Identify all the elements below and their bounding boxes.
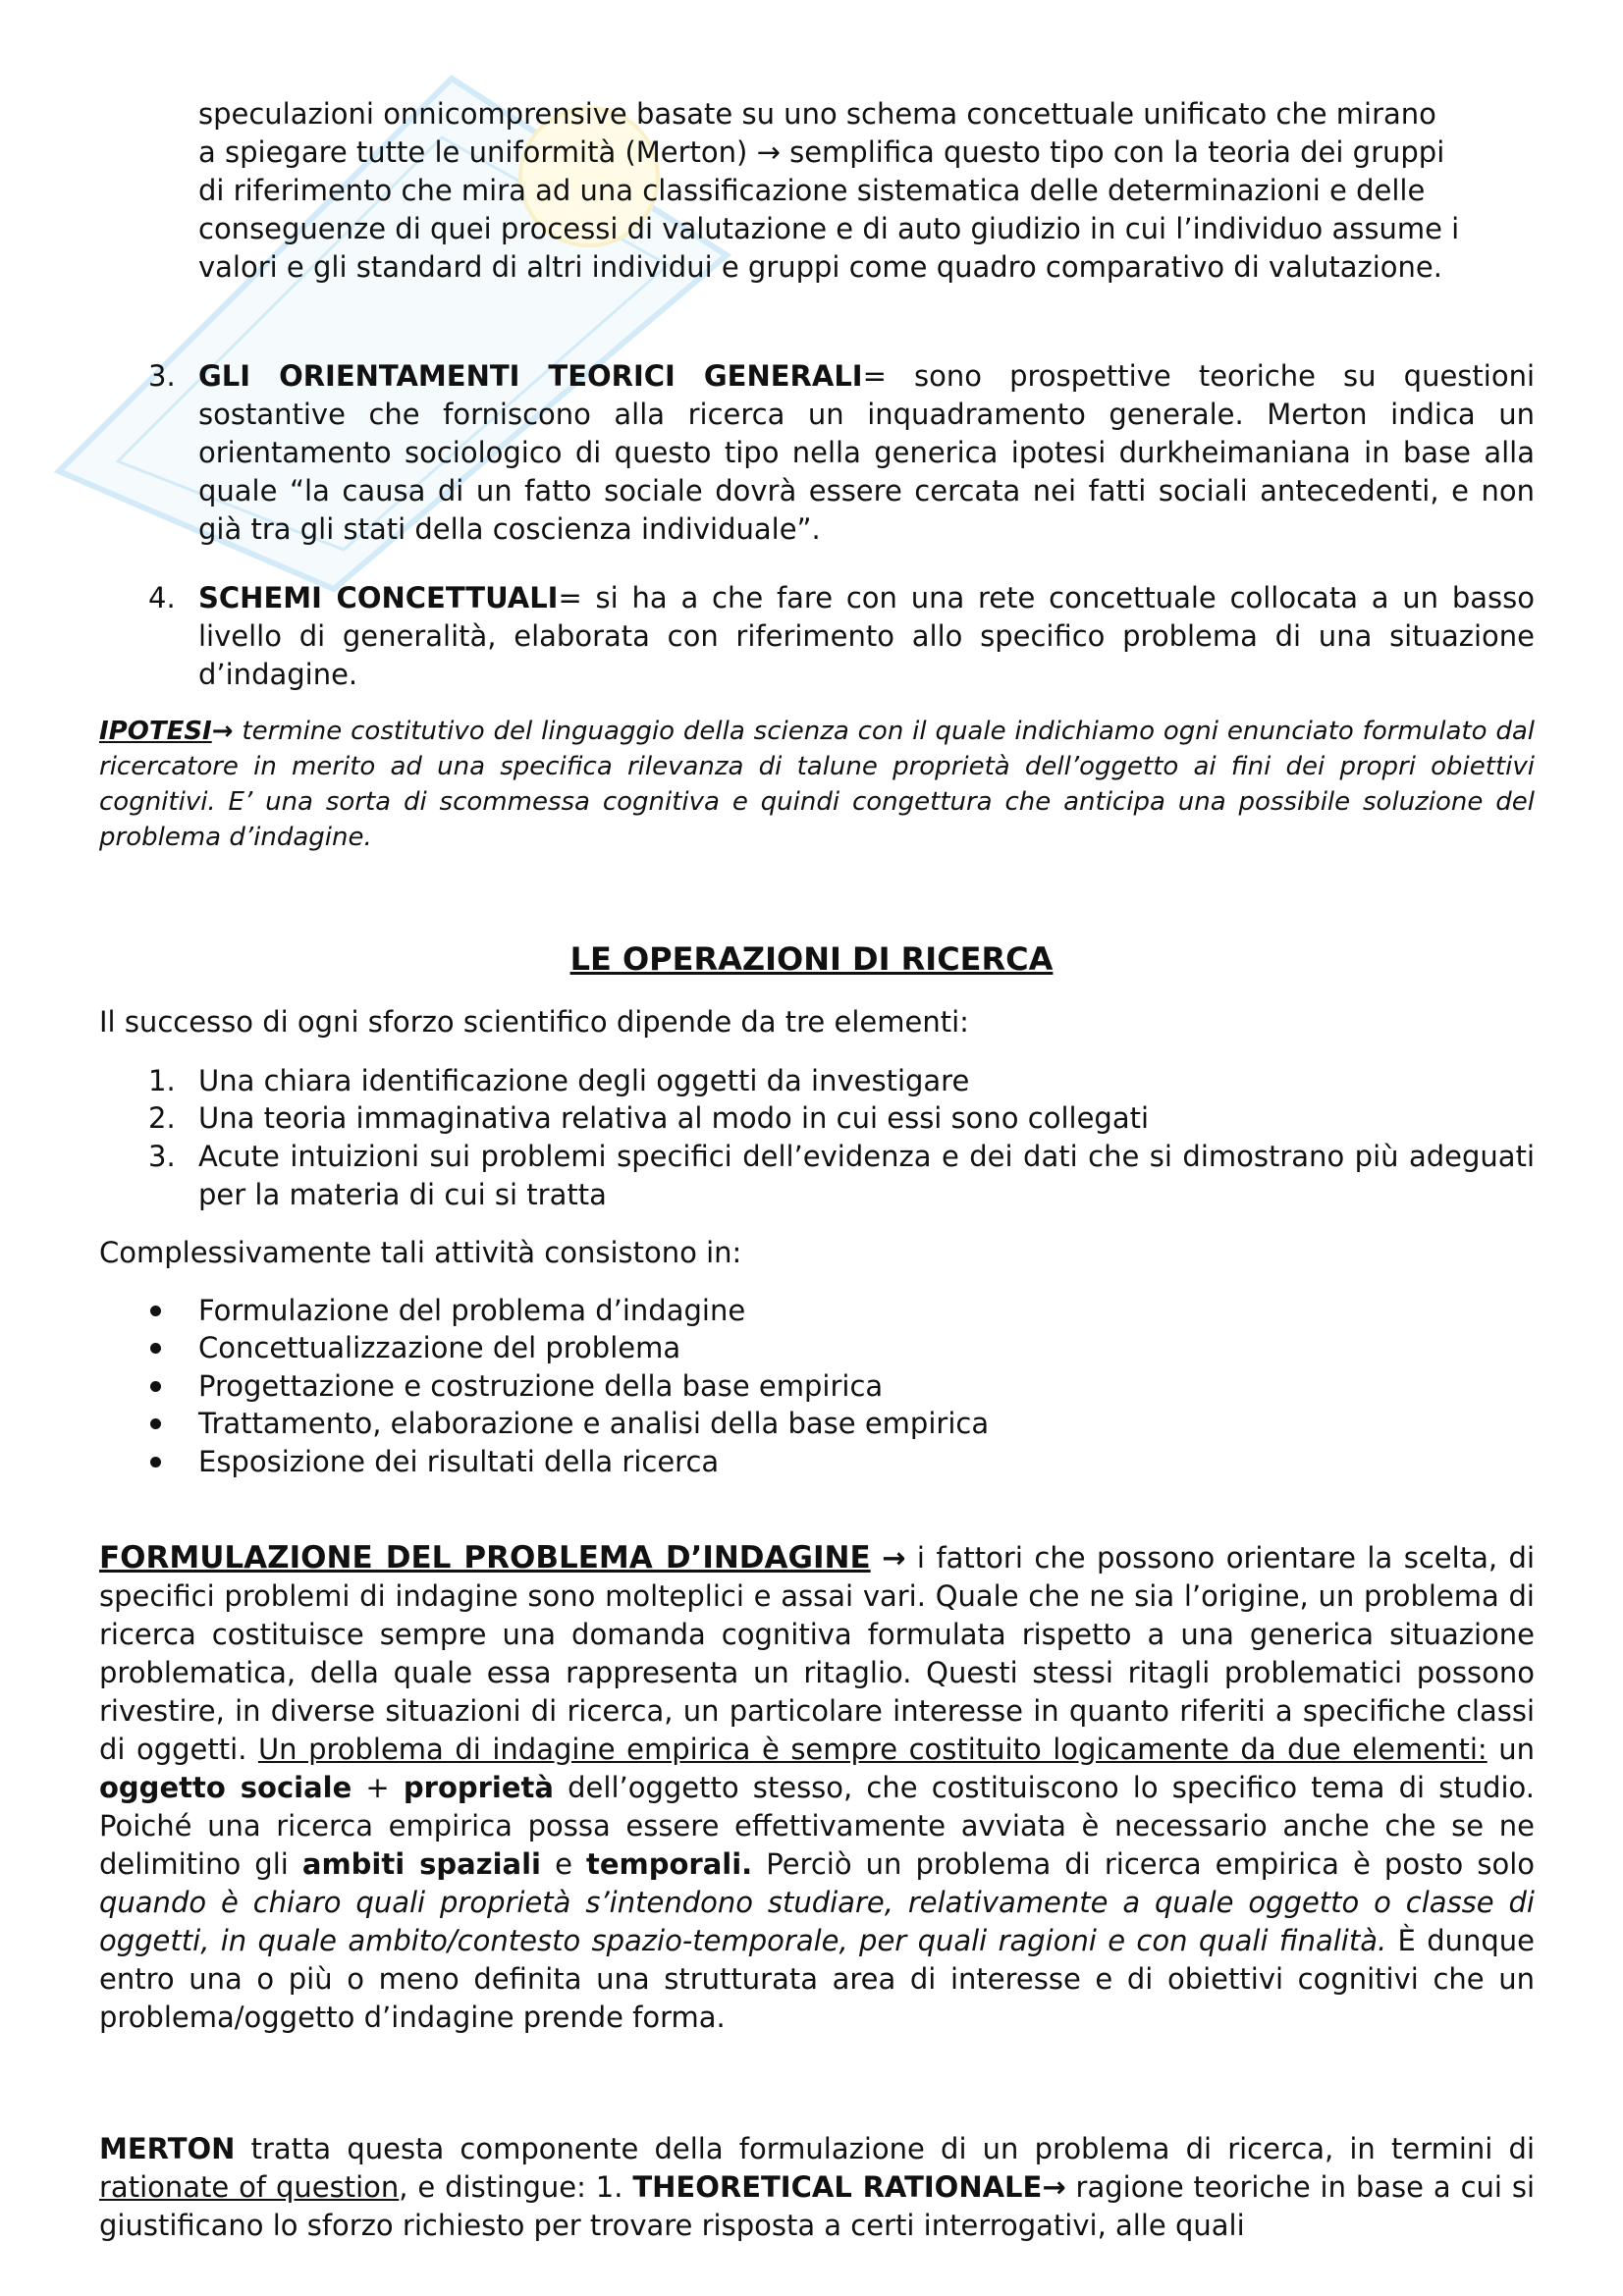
item-title: GLI ORIENTAMENTI TEORICI GENERALI bbox=[198, 359, 863, 393]
bullet-icon bbox=[150, 1457, 161, 1468]
bullet-icon bbox=[150, 1381, 161, 1392]
merton-name: MERTON bbox=[99, 2132, 236, 2165]
ipotesi-term: IPOTESI bbox=[99, 717, 212, 746]
arrow-icon: → bbox=[1042, 2170, 1066, 2204]
intro-line-2: a spiegare tutte le uniformità (Merton) → semplifica questo tipo con la teoria dei gruppi bbox=[198, 135, 1445, 169]
ipotesi-body: termine costitutivo del linguaggio della scienza con il quale indichiamo ogni enunciato formulato dal ricercatore in merito ad una specifica rilevanza di talune proprietà dell’oggetto ai fini dei propri obiettivi cognitivi. E’ una sorta di scommessa cognitiva e quindi congettura che anticipa una possibile soluzione del problema d’indagine. bbox=[99, 717, 1535, 852]
intro-line-4: conseguenze di quei processi di valutazione e di auto giudizio in cui l’individuo assume i bbox=[198, 212, 1460, 245]
item-title: SCHEMI CONCETTUALI bbox=[198, 581, 559, 614]
arrow-icon: → bbox=[211, 717, 234, 746]
section-heading: LE OPERAZIONI DI RICERCA bbox=[569, 940, 1054, 978]
formulazione-paragraph: FORMULAZIONE DEL PROBLEMA D’INDAGINE → i fattori che possono orientare la scelta, di specifici problemi di indagine sono molteplici e assai vari. Quale che ne sia l’origine, un problema di ricerca costituisce sempre una domanda cognitiva formulata rispetto a una generica situazione problematica, della quale essa rappresenta un ritaglio. Questi stessi ritagli problematici possono rivestire, in diverse situazioni di ricerca, un particolare interesse in quanto riferiti a specifiche classi di oggetti. Un problema di indagine empirica è sempre costituito logicamente da due elementi: un oggetto sociale + proprietà dell’oggetto stesso, che costituiscono lo specifico tema di studio. Poiché una ricerca empirica possa essere effettivamente avviata è necessario anche che se ne delimitino gli ambiti spaziali e temporali. Perciò un problema di ricerca empirica è posto solo quando è chiaro quali proprietà s’intendono studiare, relativamente a quale oggetto o classe di oggetti, in quale ambito/contesto spazio-temporale, per quali ragioni e con quali finalità. È dunque entro una o più o meno definita una strutturata area di interesse e di obiettivi cognitivi che un problema/oggetto d’indagine prende forma. bbox=[99, 1540, 1536, 2034]
intro-line-5: valori e gli standard di altri individui e gruppi come quadro comparativo di valutazione. bbox=[198, 250, 1442, 284]
list-number: 4. bbox=[148, 581, 176, 614]
ipotesi-definition bbox=[99, 714, 1535, 855]
intro-line-3: di riferimento che mira ad una classificazione sistematica delle determinazioni e delle bbox=[198, 174, 1426, 207]
bullet-icon bbox=[150, 1418, 161, 1429]
item-body: = si ha a che fare con una rete concettuale collocata a un basso livello di generalità, elaborata con riferimento allo specifico problema di una situazione d’indagine. bbox=[198, 581, 1535, 691]
arrow-icon: → bbox=[882, 1541, 906, 1575]
merton-paragraph: MERTON tratta questa componente della formulazione di un problema di ricerca, in termini di rationate of question, e distingue: 1. THEORETICAL RATIONALE→ ragione teoriche in base a cui si giustificano lo sforzo richiesto per trovare risposta a certi interrogativi, alle quali bbox=[99, 2132, 1536, 2242]
list-item-schemi bbox=[148, 579, 1535, 697]
bullet-icon bbox=[150, 1343, 161, 1354]
document-page: speculazioni onnicomprensive basate su uno schema concettuale unificato che mirano a spiegare tutte le uniformità (Merton) → semplifica questo tipo con la teoria dei gruppi di riferimento che mira ad una classificazione sistematica delle determinazioni e delle conseguenze di quei processi di valutazione e di auto giudizio in cui l’individuo assume i valori e gli standard di altri individui e gruppi come quadro comparativo di valutazione. 3. GLI ORIENTAMENTI TEORICI GENERALI= sono prospettive teoriche su questioni sostantive che forniscono alla ricerca un inquadramento generale. Merton indica un orientamento sociologico di questo tipo nella generica ipotesi durkheimaniana in base alla quale “la causa di un fatto sociale dovrà essere cercata nei fatti sociali antecedenti, e non già tra gli stati della coscienza individuale”. 4. SCHEMI CONCETTUALI= si ha a che fare con una rete concettuale collocata a un basso livello di generalità, elaborata con riferimento allo specifico problema di una situazione d’indagine. IPOTESI→ termine costitutivo del linguaggio della scienza con il quale indichiamo ogni enunciato formulato dal ricercatore in merito ad una specifica rilevanza di talune proprietà dell’oggetto ai fini dei propri obiettivi cognitivi. E’ una sorta di scommessa cognitiva e quindi congettura che anticipa una possibile soluzione del problema d’indagine. LE OPERAZIONI DI RICERCA Il successo di ogni sforzo scientifico dipende da tre elementi: 1. Una chiara identificazione degli oggetti da investigare 2. Una teoria immaginativa relativa al modo in cui essi sono collegati 3. Acute intuizioni sui problemi specifici dell’evidenza e dei dati che si dimostrano più adeguati per la materia di cui si tratta Complessivamente tali attività consistono in: Formulazione del problema d’indagine Concettualizzazione del problema Progettazione e costruzione della base empirica Trattamento, elaborazione e analisi della base empirica Esposizione dei risultati della ricerca FORMULAZIONE DEL PROBLEMA D’INDAGINE → i fattori che possono orientare la scelta, di specifici problemi di indagine sono molteplici e assai vari. Quale che ne sia l’origine, un problema di ricerca costituisce sempre una domanda cognitiva formulata rispetto a una generica situazione problematica, della quale essa rappresenta un ritaglio. Questi stessi ritagli problematici possono rivestire, in diverse situazioni di ricerca, un particolare interesse in quanto riferiti a specifiche classi di oggetti. Un problema di indagine empirica è sempre costituito logicamente da due elementi: un oggetto sociale + proprietà dell’oggetto stesso, che costituiscono lo specifico tema di studio. Poiché una ricerca empirica possa essere effettivamente avviata è necessario anche che se ne delimitino gli ambiti spaziali e temporali. Perciò un problema di ricerca empirica è posto solo quando è chiaro quali proprietà s’intendono studiare, relativamente a quale oggetto o classe di oggetti, in quale ambito/contesto spazio-temporale, per quali ragioni e con quali finalità. È dunque entro una o più o meno definita una strutturata area di interesse e di obiettivi cognitivi che un problema/oggetto d’indagine prende forma. MERTON tratta questa componente della formulazione di un problema di ricerca, in termini di rationate of question, e distingue: 1. THEORETICAL RATIONALE→ ragione teoriche in base a cui si giustificano lo sforzo richiesto per trovare risposta a certi interrogativi, alle quali bbox=[0, 0, 1623, 2296]
summary-line: Complessivamente tali attività consistono in: bbox=[99, 1236, 742, 1269]
intro-line-1: speculazioni onnicomprensive basate su uno schema concettuale unificato che mirano bbox=[198, 97, 1436, 131]
intro-paragraph bbox=[198, 95, 1535, 287]
numbered-item: 3. Acute intuizioni sui problemi specifici dell’evidenza e dei dati che si dimostrano più adeguati per la materia di cui si tratta bbox=[148, 1140, 1535, 1211]
bullet-icon bbox=[150, 1306, 161, 1316]
list-number: 3. bbox=[148, 359, 176, 393]
item-body: = sono prospettive teoriche su questioni sostantive che forniscono alla ricerca un inquadramento generale. Merton indica un orientamento sociologico di questo tipo nella generica ipotesi durkheimaniana in base alla quale “la causa di un fatto sociale dovrà essere cercata nei fatti sociali antecedenti, e non già tra gli stati della coscienza individuale”. bbox=[198, 359, 1536, 546]
list-item-orientamenti bbox=[148, 357, 1535, 554]
operazioni-intro: Il successo di ogni sforzo scientifico dipende da tre elementi: bbox=[99, 1005, 969, 1039]
formulazione-heading: FORMULAZIONE DEL PROBLEMA D’INDAGINE bbox=[99, 1540, 871, 1575]
